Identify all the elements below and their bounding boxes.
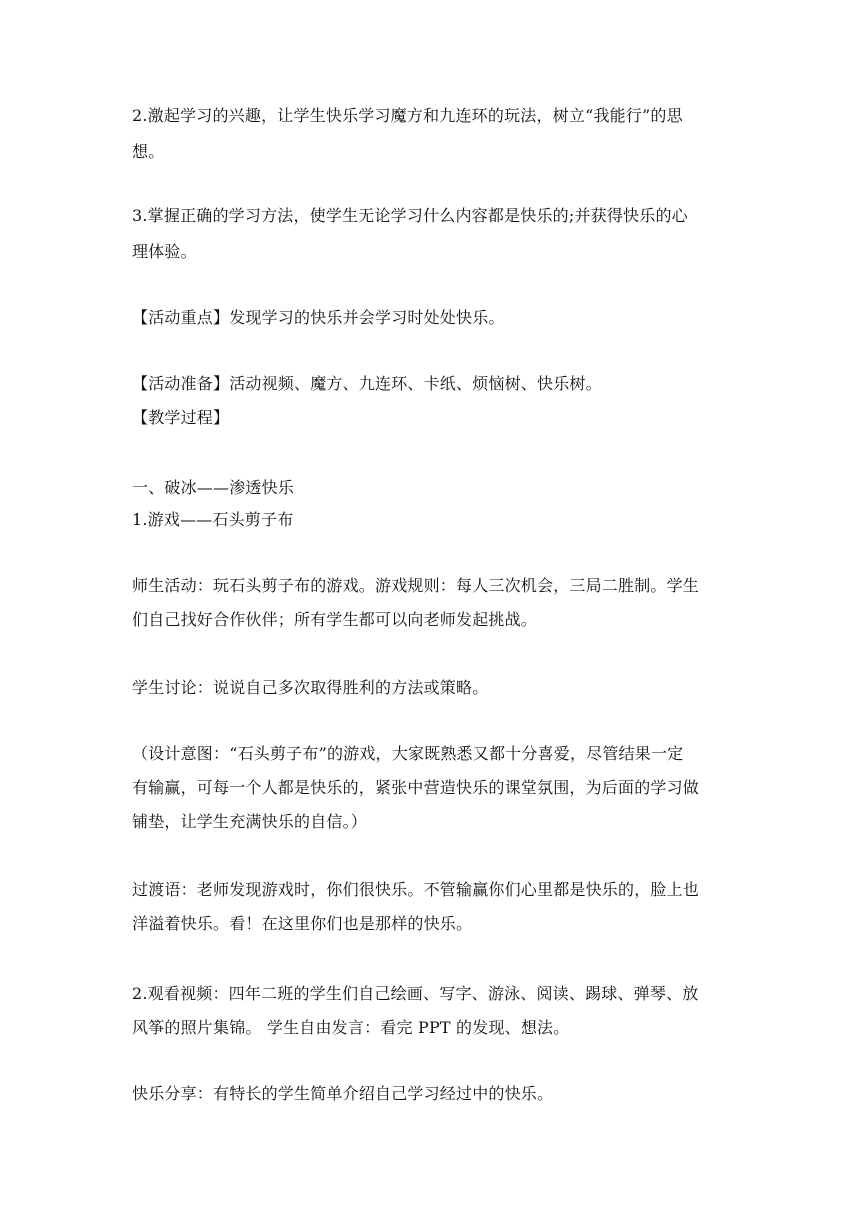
text-line: 过渡语：老师发现游戏时，你们很快乐。不管输赢你们心里都是快乐的，脸上也 <box>132 880 700 899</box>
text-line: 理体验。 <box>132 242 197 261</box>
section-heading: 一、破冰——渗透快乐 <box>132 478 295 497</box>
text-line: 洋溢着快乐。看！在这里你们也是那样的快乐。 <box>132 914 473 933</box>
text-line: 们自己找好合作伙伴；所有学生都可以向老师发起挑战。 <box>132 610 538 629</box>
text-line: 3.掌握正确的学习方法，使学生无论学习什么内容都是快乐的;并获得快乐的心 <box>132 206 688 225</box>
text-line: 学生讨论：说说自己多次取得胜利的方法或策略。 <box>132 678 489 697</box>
text-line: 师生活动：玩石头剪子布的游戏。游戏规则：每人三次机会，三局二胜制。学生 <box>132 576 700 595</box>
text-line: 2.观看视频：四年二班的学生们自己绘画、写字、游泳、阅读、踢球、弹琴、放 <box>132 984 699 1003</box>
text-line: 快乐分享：有特长的学生简单介绍自己学习经过中的快乐。 <box>132 1084 554 1103</box>
subsection-heading: 1.游戏——石头剪子布 <box>132 510 294 529</box>
text-line: 有输赢，可每一个人都是快乐的，紧张中营造快乐的课堂氛围，为后面的学习做 <box>132 778 700 797</box>
text-line: 铺垫，让学生充满快乐的自信。） <box>132 812 368 831</box>
text-line: 【活动重点】发现学习的快乐并会学习时处处快乐。 <box>132 308 505 327</box>
text-line: 想。 <box>132 142 165 161</box>
text-line: 风筝的照片集锦。 学生自由发言：看完 PPT 的发现、想法。 <box>132 1018 570 1037</box>
text-line: 【活动准备】活动视频、魔方、九连环、卡纸、烦恼树、快乐树。 <box>132 374 602 393</box>
text-line: （设计意图：“石头剪子布”的游戏，大家既熟悉又都十分喜爱，尽管结果一定 <box>132 744 684 763</box>
text-line: 2.激起学习的兴趣，让学生快乐学习魔方和九连环的玩法，树立“我能行”的思 <box>132 106 683 125</box>
section-heading: 【教学过程】 <box>132 408 230 427</box>
